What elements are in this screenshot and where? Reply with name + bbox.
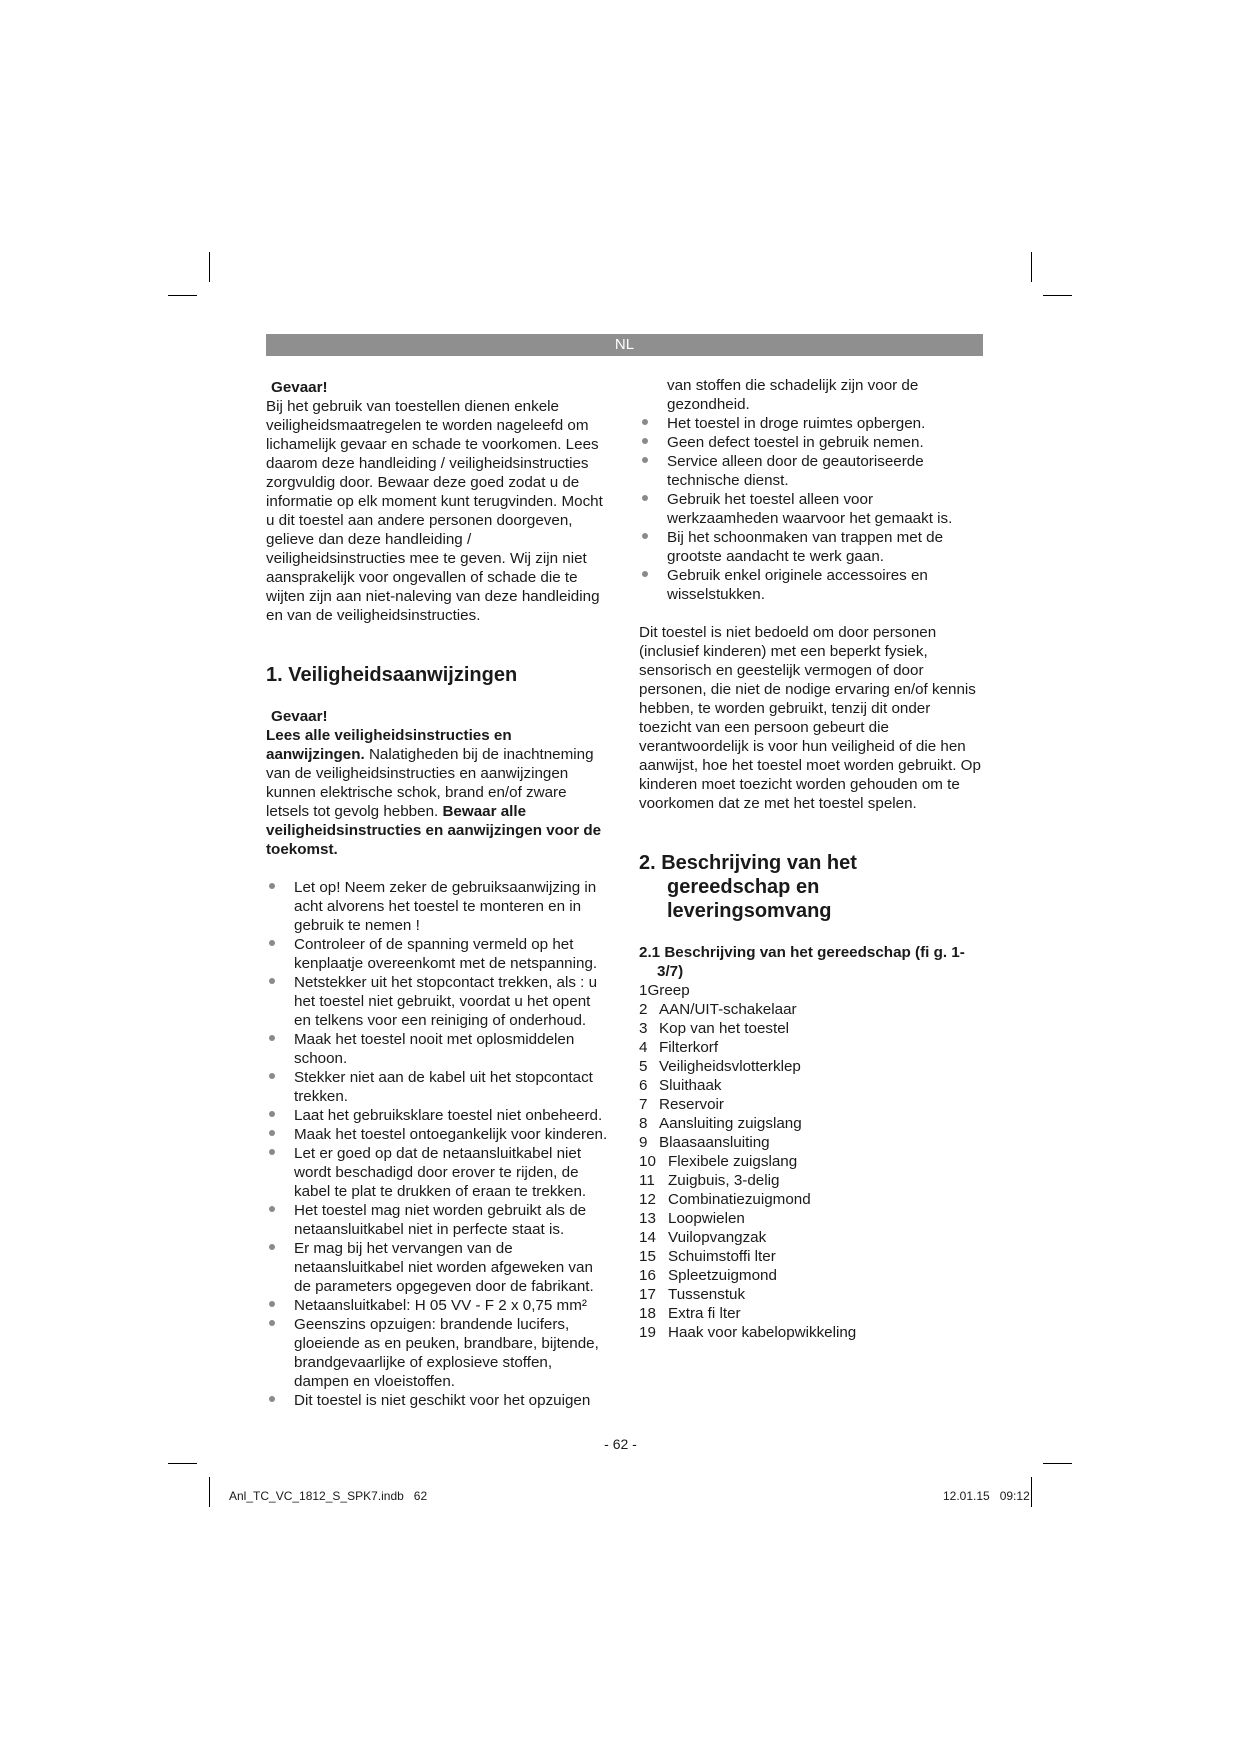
list-item: Maak het toestel ontoegankelijk voor kinderen.	[266, 1125, 610, 1144]
list-item: Geen defect toestel in gebruik nemen.	[639, 433, 984, 452]
crop-mark	[1031, 1477, 1032, 1507]
crop-mark	[168, 1463, 197, 1464]
right-column	[639, 376, 984, 1342]
warning-bold-text: Bewaar alle veiligheidsinstructies en aanwijzingen voor de toekomst.	[266, 803, 602, 858]
intro-paragraph: Bij het gebruik van toestellen dienen enkele veiligheidsmaatregelen te worden nageleefd om lichamelijk gevaar en schade te voorkomen. Lees daarom deze handleiding / veiligheidsinstructies zorgvuldig door. Bewaar deze goed zodat u de informatie op elk moment kunt terugvinden. Mocht u dit toestel aan andere personen doorgeven, gelieve dan deze handleiding / veiligheidsinstructies mee te geven. Wij zijn niet aansprakelijk voor ongevallen of schade die te wijten zijn aan niet-naleving van deze handleiding en van de veiligheidsinstructies.	[266, 398, 603, 624]
list-item: 12 Combinatiezuigmond	[639, 1191, 811, 1208]
crop-mark	[1043, 1463, 1072, 1464]
list-item: 4 Filterkorf	[639, 1039, 719, 1056]
list-item: Maak het toestel nooit met oplosmiddelen schoon.	[266, 1030, 610, 1068]
list-item: Let er goed op dat de netaansluitkabel niet wordt beschadigd door erover te rijden, de kabel te plat te drukken of eraan te trekken.	[266, 1144, 610, 1201]
left-column	[266, 378, 610, 1410]
list-item: 5 Veiligheidsvlotterklep	[639, 1058, 801, 1075]
list-item: 6 Sluithaak	[639, 1077, 722, 1094]
list-item: 7 Reservoir	[639, 1096, 724, 1113]
list-item: 10 Flexibele zuigslang	[639, 1153, 798, 1170]
warning-bold-text: Lees alle veiligheidsinstructies en aanwijzingen.	[266, 727, 512, 763]
list-item: 3 Kop van het toestel	[639, 1020, 790, 1037]
list-item: 19 Haak voor kabelopwikkeling	[639, 1324, 857, 1341]
list-item: 16 Spleetzuigmond	[639, 1267, 777, 1284]
safety-warning-paragraph	[266, 726, 610, 859]
parts-list	[639, 981, 984, 1342]
list-item: Let op! Neem zeker de gebruiksaanwijzing in acht alvorens het toestel te monteren en in gebruik te nemen !	[266, 878, 610, 935]
list-item: Bij het schoonmaken van trappen met de grootste aandacht te werk gaan.	[639, 528, 984, 566]
list-item: van stoffen die schadelijk zijn voor de gezondheid.	[667, 377, 919, 413]
list-item: 15 Schuimstoffi lter	[639, 1248, 776, 1265]
language-header-bar	[266, 334, 983, 356]
list-item: Service alleen door de geautoriseerde technische dienst.	[639, 452, 984, 490]
list-item: 17 Tussenstuk	[639, 1286, 746, 1303]
safety-bullet-list-continued	[639, 376, 984, 604]
crop-mark	[1031, 252, 1032, 282]
crop-mark	[209, 252, 210, 282]
warning-title: Gevaar!	[271, 379, 328, 396]
list-item: Stekker niet aan de kabel uit het stopcontact trekken.	[266, 1068, 610, 1106]
list-item: Geenszins opzuigen: brandende lucifers, gloeiende as en peuken, brandbare, bijtende, brandgevaarlijke of explosieve stoffen, dampen en vloeistoffen.	[266, 1315, 610, 1391]
crop-mark	[209, 1477, 210, 1507]
list-item: Controleer of de spanning vermeld op het kenplaatje overeenkomt met de netspanning.	[266, 935, 610, 973]
list-item: Het toestel mag niet worden gebruikt als de netaansluitkabel niet in perfecte staat is.	[266, 1201, 610, 1239]
warning-title: Gevaar!	[271, 708, 328, 725]
page-number: - 62 -	[604, 1436, 637, 1452]
section-1-heading: 1. Veiligheidsaanwijzingen	[266, 664, 518, 686]
file-slug: Anl_TC_VC_1812_S_SPK7.indb 62	[229, 1489, 428, 1503]
warning-text: Nalatigheden bij de inachtneming van de veiligheidsinstructies en aanwijzingen kunnen elektrische schok, brand en/of zware letsels tot gevolg hebben.	[266, 746, 594, 820]
list-item: 8 Aansluiting zuigslang	[639, 1115, 802, 1132]
list-item: Netstekker uit het stopcontact trekken, als : u het toestel niet gebruikt, voordat u het opent en telkens voor een reiniging of onderhoud.	[266, 973, 610, 1030]
list-item: Netaansluitkabel: H 05 VV - F 2 x 0,75 mm²	[266, 1296, 610, 1315]
crop-mark	[1043, 295, 1072, 296]
list-item: Gebruik het toestel alleen voor werkzaamheden waarvoor het gemaakt is.	[639, 490, 984, 528]
list-item: 2 AAN/UIT-schakelaar	[639, 1001, 797, 1018]
list-item: Het toestel in droge ruimtes opbergen.	[639, 414, 984, 433]
section-2-heading: 2. Beschrijving van het gereedschap en leveringsomvang	[639, 852, 857, 922]
list-item: Er mag bij het vervangen van de netaansluitkabel niet worden afgeweken van de parameters opgegeven door de fabrikant.	[266, 1239, 610, 1296]
list-item: Gebruik enkel originele accessoires en wisselstukken.	[639, 566, 984, 604]
list-item: 13 Loopwielen	[639, 1210, 745, 1227]
list-item: 9 Blaasaansluiting	[639, 1134, 770, 1151]
crop-mark	[168, 295, 197, 296]
list-item: Dit toestel is niet geschikt voor het opzuigen	[266, 1391, 610, 1410]
list-item: Laat het gebruiksklare toestel niet onbeheerd.	[266, 1106, 610, 1125]
list-item: 1 Greep	[639, 982, 690, 999]
language-code: NL	[614, 336, 635, 353]
list-item: 14 Vuilopvangzak	[639, 1229, 767, 1246]
supervision-paragraph: Dit toestel is niet bedoeld om door personen (inclusief kinderen) met een beperkt fysiek, sensorisch en geestelijk vermogen of door personen, die niet de nodige ervaring en/of kennis hebben, te worden gebruikt, tenzij dit onder toezicht van een persoon gebeurt die verantwoordelijk is voor hun veiligheid of die hen aanwijst, hoe het toestel moet worden gebruikt. Op kinderen moet toezicht worden gehouden om te voorkomen dat ze met het toestel spelen.	[639, 624, 981, 812]
safety-bullet-list	[266, 878, 610, 1410]
section-2-1-heading: 2.1 Beschrijving van het gereedschap (fi g. 1-3/7)	[639, 944, 965, 980]
print-timestamp: 12.01.15 09:12	[943, 1489, 1030, 1503]
list-item: 11 Zuigbuis, 3-delig	[639, 1172, 780, 1189]
list-item: 18 Extra fi lter	[639, 1305, 741, 1322]
